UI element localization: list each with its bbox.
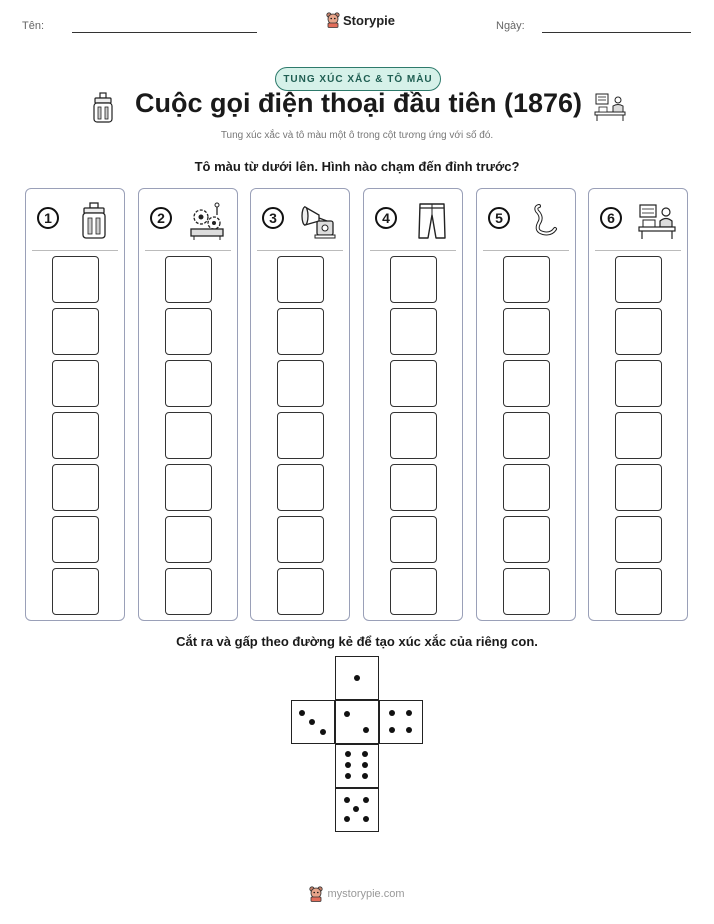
- color-cell[interactable]: [277, 464, 324, 511]
- die-pip: [362, 773, 368, 779]
- column-2: [138, 188, 238, 621]
- color-cell[interactable]: [52, 360, 99, 407]
- column-number: 4: [375, 207, 397, 229]
- column-divider: [483, 250, 569, 251]
- brand-name: Storypie: [343, 12, 396, 28]
- color-cell[interactable]: [615, 412, 662, 459]
- color-cell[interactable]: [615, 360, 662, 407]
- die-face-5: [335, 788, 379, 832]
- die-pip: [406, 710, 412, 716]
- die-pip: [345, 751, 351, 757]
- page-title: Cuộc gọi điện thoại đầu tiên (1876): [135, 88, 583, 118]
- color-cell[interactable]: [277, 516, 324, 563]
- column-5: [476, 188, 576, 621]
- die-net: [291, 656, 425, 836]
- column-divider: [370, 250, 456, 251]
- color-cell[interactable]: [615, 464, 662, 511]
- column-number: 3: [262, 207, 284, 229]
- bear-logo-icon: [326, 12, 340, 28]
- color-cell[interactable]: [165, 412, 212, 459]
- subtitle: Tung xúc xắc và tô màu một ô trong cột tương ứng với số đó.: [220, 130, 494, 141]
- color-cell[interactable]: [52, 568, 99, 615]
- color-cell[interactable]: [615, 568, 662, 615]
- column-divider: [257, 250, 343, 251]
- color-cell[interactable]: [390, 568, 437, 615]
- battery-jar-icon: [74, 201, 114, 241]
- die-pip: [345, 762, 351, 768]
- color-cell[interactable]: [615, 256, 662, 303]
- die-pip: [406, 727, 412, 733]
- column-divider: [32, 250, 118, 251]
- die-pip: [363, 797, 369, 803]
- color-cell[interactable]: [277, 412, 324, 459]
- color-cell[interactable]: [52, 412, 99, 459]
- color-cell[interactable]: [277, 256, 324, 303]
- color-cell[interactable]: [52, 516, 99, 563]
- column-number: 6: [600, 207, 622, 229]
- gramophone-icon: [299, 201, 339, 241]
- die-pip: [354, 675, 360, 681]
- column-1: [25, 188, 125, 621]
- die-pip: [389, 710, 395, 716]
- trousers-icon: [412, 201, 452, 241]
- column-4: [363, 188, 463, 621]
- die-pip: [345, 773, 351, 779]
- die-pip: [353, 806, 359, 812]
- color-cell[interactable]: [503, 256, 550, 303]
- color-cell[interactable]: [52, 256, 99, 303]
- die-face-1: [335, 656, 379, 700]
- battery-jar-icon: [92, 92, 114, 124]
- die-pip: [299, 710, 305, 716]
- color-cell[interactable]: [390, 308, 437, 355]
- color-cell[interactable]: [277, 568, 324, 615]
- color-cell[interactable]: [165, 464, 212, 511]
- color-cell[interactable]: [390, 516, 437, 563]
- date-line[interactable]: [542, 32, 691, 33]
- color-cell[interactable]: [615, 308, 662, 355]
- color-cell[interactable]: [390, 412, 437, 459]
- footer: [0, 886, 714, 902]
- workbench-icon: [637, 201, 677, 241]
- die-face-2: [335, 700, 379, 744]
- color-cell[interactable]: [503, 360, 550, 407]
- die-pip: [344, 711, 350, 717]
- color-cell[interactable]: [165, 360, 212, 407]
- activity-badge: TUNG XÚC XẮC & TÔ MÀU: [275, 67, 441, 91]
- column-divider: [595, 250, 681, 251]
- die-face-6: [335, 744, 379, 788]
- color-cell[interactable]: [390, 256, 437, 303]
- color-cell[interactable]: [503, 308, 550, 355]
- die-pip: [344, 797, 350, 803]
- die-pip: [389, 727, 395, 733]
- die-pip: [362, 762, 368, 768]
- column-number: 1: [37, 207, 59, 229]
- color-cell[interactable]: [165, 256, 212, 303]
- name-label: Tên:: [22, 20, 45, 32]
- bear-logo-icon: [309, 886, 323, 902]
- die-pip: [363, 727, 369, 733]
- die-face-4: [379, 700, 423, 744]
- die-pip: [363, 816, 369, 822]
- date-label: Ngày:: [496, 20, 525, 32]
- cord-icon: [525, 201, 565, 241]
- name-line[interactable]: [72, 32, 257, 33]
- color-cell[interactable]: [503, 464, 550, 511]
- die-pip: [344, 816, 350, 822]
- column-number: 5: [488, 207, 510, 229]
- cut-instruction: Cắt ra và gấp theo đường kẻ để tạo xúc xắc của riêng con.: [176, 634, 538, 649]
- color-cell[interactable]: [277, 360, 324, 407]
- color-cell[interactable]: [277, 308, 324, 355]
- workbench-icon: [594, 92, 626, 122]
- brand-logo: [326, 12, 395, 28]
- die-pip: [309, 719, 315, 725]
- footer-url[interactable]: mystorypie.com: [327, 888, 405, 900]
- color-cell[interactable]: [503, 516, 550, 563]
- gears-icon: [187, 201, 227, 241]
- column-number: 2: [150, 207, 172, 229]
- column-6: [588, 188, 688, 621]
- color-cell[interactable]: [165, 516, 212, 563]
- color-cell[interactable]: [52, 464, 99, 511]
- die-face-3: [291, 700, 335, 744]
- color-cell[interactable]: [165, 568, 212, 615]
- die-pip: [362, 751, 368, 757]
- column-3: [250, 188, 350, 621]
- color-cell[interactable]: [390, 464, 437, 511]
- instruction: Tô màu từ dưới lên. Hình nào chạm đến đỉnh trước?: [194, 159, 520, 174]
- die-pip: [320, 729, 326, 735]
- color-cell[interactable]: [503, 412, 550, 459]
- color-cell[interactable]: [390, 360, 437, 407]
- color-cell[interactable]: [165, 308, 212, 355]
- column-divider: [145, 250, 231, 251]
- color-cell[interactable]: [615, 516, 662, 563]
- color-cell[interactable]: [503, 568, 550, 615]
- color-cell[interactable]: [52, 308, 99, 355]
